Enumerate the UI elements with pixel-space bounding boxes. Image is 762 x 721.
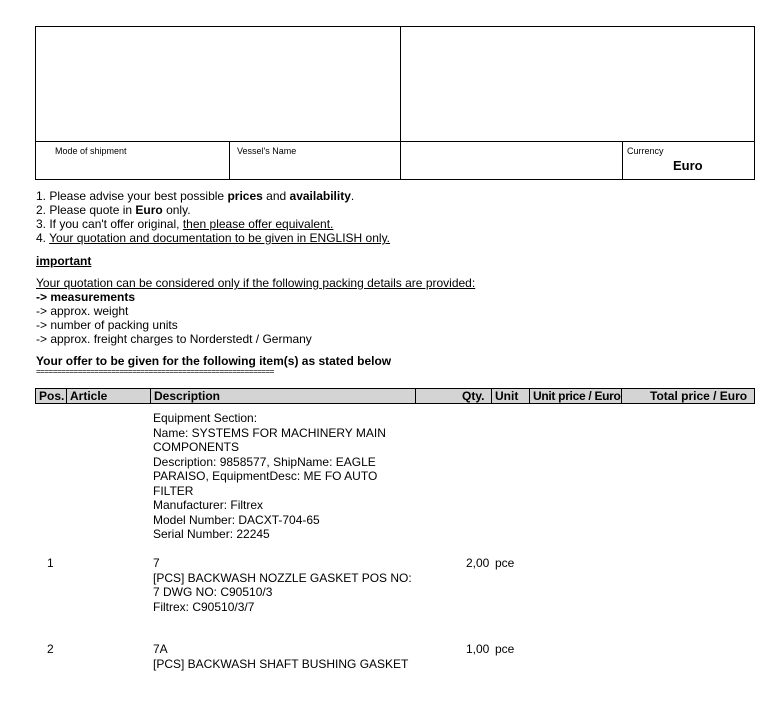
packing-point: -> number of packing units <box>36 318 178 332</box>
item-line: [PCS] BACKWASH NOZZLE GASKET POS NO: <box>153 570 412 585</box>
equipment-line: FILTER <box>153 483 194 498</box>
item-line: Filtrex: C90510/3/7 <box>153 599 255 614</box>
shipping-header-box <box>35 26 755 180</box>
equipment-line: Equipment Section: <box>153 411 258 425</box>
header-divider-currency <box>622 141 623 179</box>
instruction-1: 1. Please advise your best possible prices and availability. <box>36 189 355 203</box>
col-header-unit-price: Unit price / Euro <box>533 389 621 403</box>
table-header-row <box>35 388 755 404</box>
instructions-list <box>36 189 390 245</box>
equipment-line: Description: 9858577, ShipName: EAGLE <box>153 454 376 469</box>
equipment-section <box>153 411 386 542</box>
col-divider <box>529 388 530 404</box>
packing-point: -> approx. weight <box>36 304 129 318</box>
col-divider <box>491 388 492 404</box>
item-unit: pce <box>495 556 515 570</box>
important-heading: important <box>36 254 92 268</box>
vessel-name-label: Vessel's Name <box>237 146 297 156</box>
col-divider <box>415 388 416 404</box>
item-line: 7A <box>153 642 168 656</box>
item-description <box>153 556 412 614</box>
item-qty: 1,00 <box>466 642 490 656</box>
col-header-unit: Unit <box>495 389 519 403</box>
col-header-article: Article <box>70 389 108 403</box>
equipment-line: Name: SYSTEMS FOR MACHINERY MAIN <box>153 425 386 440</box>
packing-details <box>36 276 475 346</box>
currency-value: Euro <box>673 158 703 173</box>
equipment-line: Model Number: DACXT-704-65 <box>153 512 320 527</box>
item-line: 7 <box>153 556 160 570</box>
col-header-total-price: Total price / Euro <box>650 389 748 403</box>
item-description <box>153 642 408 671</box>
item-unit: pce <box>495 642 515 656</box>
item-pos: 1 <box>47 556 54 570</box>
currency-label: Currency <box>627 146 664 156</box>
header-divider-vessel <box>229 141 230 179</box>
offer-rule: ========================================================= <box>36 367 274 376</box>
item-pos: 2 <box>47 642 54 656</box>
packing-point: -> measurements <box>36 290 136 304</box>
instruction-3: 3. If you can't offer original, then please offer equivalent. <box>36 217 334 231</box>
header-divider-vertical <box>400 26 401 179</box>
col-header-pos: Pos. <box>39 389 65 403</box>
col-divider <box>150 388 151 404</box>
item-line: [PCS] BACKWASH SHAFT BUSHING GASKET <box>153 656 409 671</box>
equipment-line: COMPONENTS <box>153 440 240 454</box>
col-divider <box>66 388 67 404</box>
equipment-line: PARAISO, EquipmentDesc: ME FO AUTO <box>153 469 378 483</box>
equipment-line: Serial Number: 22245 <box>153 527 270 541</box>
packing-intro: Your quotation can be considered only if the following packing details are provided: <box>36 276 476 290</box>
col-divider <box>621 388 622 404</box>
instruction-2: 2. Please quote in Euro only. <box>36 203 191 217</box>
packing-point: -> approx. freight charges to Norderstedt / Germany <box>36 332 312 346</box>
item-qty: 2,00 <box>466 556 490 570</box>
offer-heading: Your offer to be given for the following item(s) as stated below <box>36 354 392 368</box>
header-divider-horizontal <box>35 141 755 142</box>
mode-of-shipment-label: Mode of shipment <box>55 146 127 156</box>
item-line: 7 DWG NO: C90510/3 <box>153 585 273 599</box>
col-header-description: Description <box>154 389 221 403</box>
col-header-qty: Qty. <box>462 389 485 403</box>
equipment-line: Manufacturer: Filtrex <box>153 498 264 512</box>
instruction-4: 4. Your quotation and documentation to be given in ENGLISH only. <box>36 231 391 245</box>
